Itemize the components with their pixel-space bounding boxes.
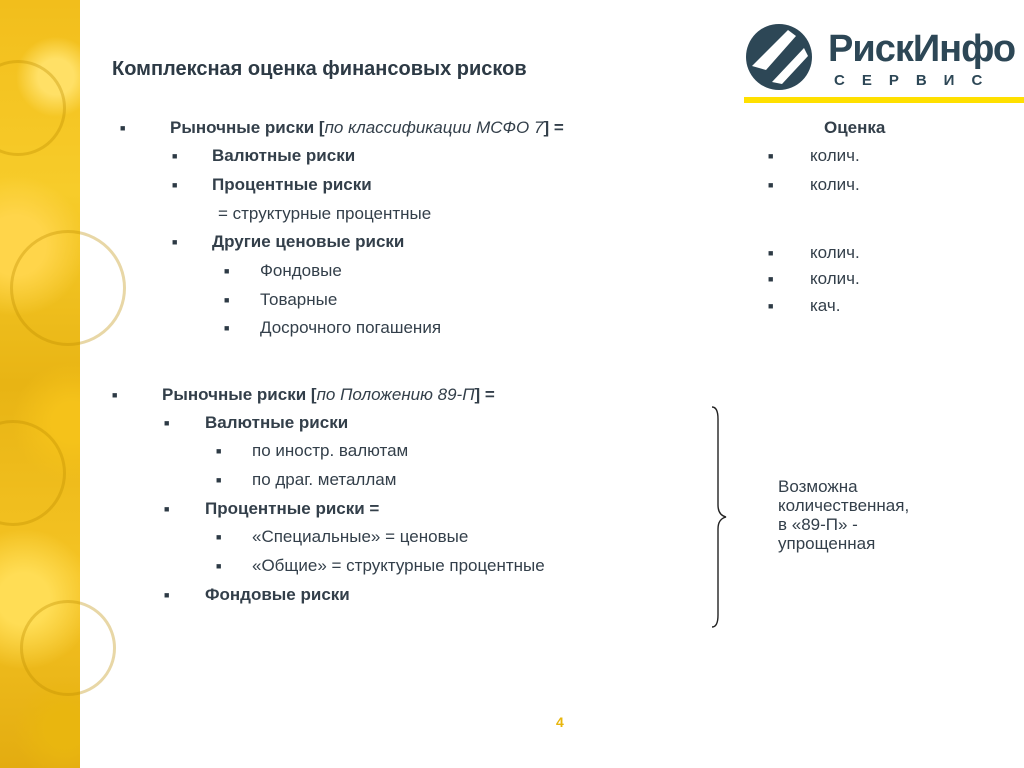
note-line: упрощенная (778, 534, 876, 553)
section1-heading (170, 118, 564, 138)
company-logo (744, 20, 1024, 106)
section1-currency: Валютные риски (212, 146, 356, 165)
note-line: Возможна (778, 477, 858, 496)
bullet-icon: ■ (120, 123, 126, 133)
right-brace-icon (708, 405, 738, 629)
bullet-icon: ■ (216, 532, 222, 542)
section2-interest: Процентные риски = (205, 499, 380, 518)
assessment-item: кач. (810, 296, 841, 315)
section1-prepayment: Досрочного погашения (260, 318, 442, 337)
bullet-icon: ■ (172, 151, 178, 161)
section2-heading (162, 385, 495, 405)
assessment-item: колич. (810, 146, 860, 165)
bullet-icon: ■ (224, 295, 230, 305)
bullet-icon: ■ (224, 323, 230, 333)
assessment-item: колич. (810, 243, 860, 262)
bullet-icon: ■ (216, 561, 222, 571)
section2-metals: по драг. металлам (252, 470, 397, 489)
section1-commodity: Товарные (260, 290, 338, 309)
section2-stock: Фондовые риски (205, 585, 350, 604)
section2-currency: Валютные риски (205, 413, 349, 432)
section1-interest-note: = структурные процентные (218, 204, 432, 223)
section2-heading-main: Рыночные риски [ (162, 385, 317, 404)
logo-accent-line (744, 97, 1024, 103)
assessment-item: колич. (810, 175, 860, 194)
bullet-icon: ■ (216, 446, 222, 456)
logo-subtitle: СЕРВИС (834, 72, 1000, 89)
bullet-icon: ■ (768, 274, 774, 284)
section2-heading-end: ] = (474, 385, 495, 404)
logo-name: РискИнфо (828, 28, 1016, 70)
section2-heading-source: по Положению 89-П (316, 385, 475, 404)
assessment-note (778, 477, 909, 553)
decorative-coin-stripe (0, 0, 80, 768)
bullet-icon: ■ (224, 266, 230, 276)
assessment-header: Оценка (824, 118, 886, 137)
bullet-icon: ■ (216, 475, 222, 485)
bullet-icon: ■ (172, 237, 178, 247)
section1-heading-end: ] = (543, 118, 564, 137)
section1-heading-source: по классификации МСФО 7 (324, 118, 544, 137)
bullet-icon: ■ (768, 301, 774, 311)
section1-stock: Фондовые (260, 261, 342, 280)
bullet-icon: ■ (164, 418, 170, 428)
section2-special: «Специальные» = ценовые (252, 527, 469, 546)
bullet-icon: ■ (164, 590, 170, 600)
bullet-icon: ■ (164, 504, 170, 514)
note-line: количественная, (778, 496, 910, 515)
section1-heading-main: Рыночные риски [ (170, 118, 325, 137)
bullet-icon: ■ (112, 390, 118, 400)
slide-title: Комплексная оценка финансовых рисков (112, 58, 527, 80)
bullet-icon: ■ (172, 180, 178, 190)
section2-foreign: по иностр. валютам (252, 441, 409, 460)
section1-other: Другие ценовые риски (212, 232, 405, 251)
bullet-icon: ■ (768, 248, 774, 258)
note-line: в «89-П» - (778, 515, 858, 534)
section1-interest: Процентные риски (212, 175, 372, 194)
page-number: 4 (556, 714, 564, 730)
logo-emblem-icon (744, 22, 814, 92)
assessment-item: колич. (810, 269, 860, 288)
bullet-icon: ■ (768, 151, 774, 161)
section2-general: «Общие» = структурные процентные (252, 556, 545, 575)
bullet-icon: ■ (768, 180, 774, 190)
